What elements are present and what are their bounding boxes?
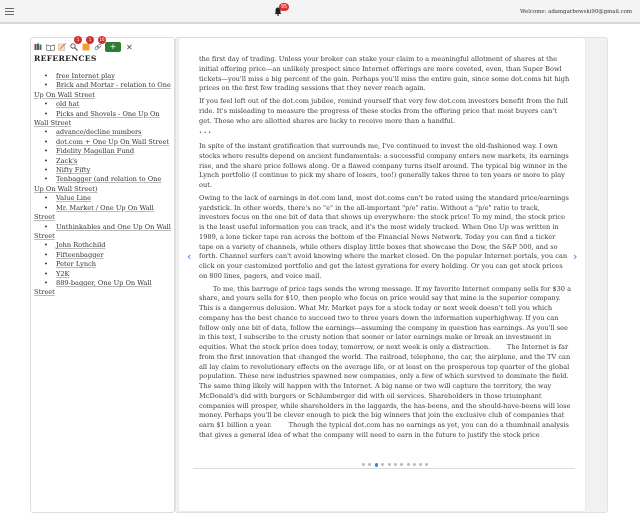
previous-page-arrow-icon[interactable]: ‹ xyxy=(187,250,192,263)
reference-item[interactable]: • Fifteenbagger xyxy=(34,251,172,260)
open-book-icon[interactable] xyxy=(45,42,55,52)
page-dot[interactable] xyxy=(381,463,384,466)
bookmark-icon[interactable] xyxy=(81,37,92,52)
paragraph: If you feel left out of the dot.com jubilee, remind yourself that very few dot.com investors benefit from the full ride. It's misleading to measure the progress of these stocks from the offering price that most buyers can't get. Those who are allotted shares are lucky to receive more than a handful. xyxy=(199,97,568,125)
add-reference-button[interactable]: + xyxy=(105,42,121,52)
top-bar xyxy=(0,0,640,24)
page-dot[interactable] xyxy=(394,463,397,466)
section-break: • • • xyxy=(199,130,212,137)
reference-item[interactable]: • Y2K xyxy=(34,270,172,279)
page-dot[interactable] xyxy=(413,463,416,466)
welcome-user-text: Welcome: adamgarbowski90@gmail.com xyxy=(520,9,632,15)
page-dot[interactable] xyxy=(388,463,391,466)
notes-icon[interactable] xyxy=(57,42,67,52)
reference-item[interactable]: • Fidelity Magellan Fund xyxy=(34,147,172,156)
paragraph: the first day of trading. Unless your broker can stake your claim to a meaningful allotment of shares at the initial offering price—an unlikely prospect since Internet offerings are more coveted, even, than Super Bowl tickets—you'll miss a big percent of the gain. Perhaps you'll miss the entire gain, since some dot.coms hit high prices on the first few trading sessions that they never reach again. xyxy=(199,55,570,93)
page-indicator xyxy=(362,463,428,467)
reference-item[interactable]: • Peter Lynch xyxy=(34,260,172,269)
book-page xyxy=(179,38,585,511)
page-dot[interactable] xyxy=(407,463,410,466)
hamburger-menu-icon[interactable] xyxy=(5,8,14,15)
reference-item[interactable]: • Brick and Mortar - relation to One Up On Wall Street xyxy=(34,81,172,100)
next-page-arrow-icon[interactable]: › xyxy=(573,250,578,263)
reference-item[interactable]: • Picks and Shovels - One Up On Wall Street xyxy=(34,110,172,129)
reference-item[interactable]: • Zack's xyxy=(34,157,172,166)
reference-item[interactable]: • free Internet play xyxy=(34,72,172,81)
reference-item[interactable]: • advance/decline numbers xyxy=(34,128,172,137)
paragraph: To me, this barrage of price tags sends the wrong message. If my favorite Internet company sells for $30 a share, and yours sells for $10, then people who focus on price would say that mine is the superior company. This is a dangerous delusion. What Mr. Market pays for a stock today or next week doesn't tell you which company has the best chance to succeed two to three years down the information superhighway. If you can follow only one bit of data, follow the earnings—assuming the company in question has earnings. As you'll see in this text, I subscribe to the crusty notion that sooner or later earnings make or break an investment in equities. What the stock price does today, tomorrow, or next week is only a distraction. The Internet is far from the first innovation that changed the world. The railroad, telephone, the car, the airplane, and the TV can all lay claim to revolutionary effects on the average life, or at least on the prosperous top quarter of the global population. These new industries spawned new companies, only a few of which survived to dominate the field. The same thing likely will happen with the Internet. A big name or two will capture the territory, the way McDonald's did with burgers or Schlumberger did with oil services. Shareholders in those triumphant companies will prosper, while shareholders in the laggards, the has-beens, and the should-have-beens will lose money. Perhaps you'll be clever enough to pick the big winners that join the exclusive club of companies that earn $1 billion a year. Though the typical dot.com has no earnings as yet, you can do a thumbnail analysis that gives a general idea of what the company will need to earn in the future to justify the stock price xyxy=(199,284,574,439)
page-text xyxy=(199,55,574,444)
reference-item[interactable]: • 889-bagger, One Up On Wall Street xyxy=(34,279,172,298)
reference-item[interactable]: • Unthinkables and One Up On Wall Street xyxy=(34,223,172,242)
close-panel-icon[interactable]: ✕ xyxy=(126,42,133,52)
page-divider xyxy=(193,468,575,469)
paragraph: Owing to the lack of earnings in dot.com land, most dot.coms can't be rated using the standard price/earnings yardstick. In other words, there's no "e" in the all-important "p/e" ratio. Without a "p/e" ratio to track, investors focus on the one bit of data that shows up everywhere: the stock price! To my mind, the stock price is the least useful information you can track, and it's the most widely tracked. When One Up was written in 1989, a lone ticker tape ran across the bottom of the Financial News Network. Today you can find a ticker tape on a variety of channels, while others display little boxes that showcase the Dow, the S&P 500, and so forth. Channel surfers can't avoid knowing where the market closed. On the popular Internet portals, you can click on your customized portfolio and get the latest gyrations for every holding. Or you can get stock prices on 800 lines, pagers, and voice mail. xyxy=(199,193,569,280)
bookmark-badge: 1 xyxy=(86,36,94,44)
search-badge: 1 xyxy=(74,36,82,44)
page-dot[interactable] xyxy=(368,463,371,466)
references-toolbar xyxy=(33,37,133,53)
reference-item[interactable]: • Nifty Fifty xyxy=(34,166,172,175)
link-icon[interactable] xyxy=(93,37,105,52)
reference-item[interactable]: • Mr. Market / One Up On Wall Street xyxy=(34,204,172,223)
reference-item[interactable]: • Value Line xyxy=(34,194,172,203)
paragraph: In spite of the instant gratification that surrounds me, I've continued to invest the old-fashioned way. I own stocks where results depend on ancient fundamentals: a successful company enters new markets, its earnings rise, and the share price follows along. Or a flawed company turns itself around. The typical big winner in the Lynch portfolio (I continue to pick my share of losers, too!) generally takes three to ten years or more to play out. xyxy=(199,142,569,189)
references-title: REFERENCES xyxy=(34,54,97,63)
reference-item[interactable]: • John Rothchild xyxy=(34,241,172,250)
references-panel xyxy=(30,37,175,513)
notification-badge: 95 xyxy=(280,4,288,10)
reference-item[interactable]: • dot.com + One Up On Wall Street xyxy=(34,138,172,147)
reference-item[interactable]: • Tenbagger (and relation to One Up On Wall Street) xyxy=(34,175,172,194)
page-dot[interactable] xyxy=(362,463,365,466)
page-dot[interactable] xyxy=(419,463,422,466)
search-icon[interactable] xyxy=(69,37,80,52)
references-list xyxy=(34,72,172,298)
page-dot-active[interactable] xyxy=(375,463,379,467)
reference-item[interactable]: • old hat xyxy=(34,100,172,109)
page-dot[interactable] xyxy=(425,463,428,466)
link-badge: 16 xyxy=(99,37,105,42)
books-icon[interactable] xyxy=(33,42,43,52)
page-dot[interactable] xyxy=(400,463,403,466)
